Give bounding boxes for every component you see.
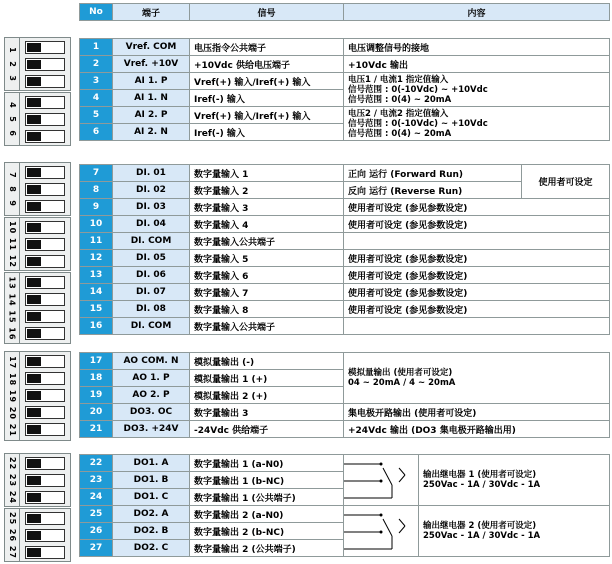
- row-signal: Iref(-) 输入: [190, 90, 344, 107]
- header-terminal: 端子: [113, 4, 190, 21]
- row-signal: 数字量输入公共端子: [190, 318, 344, 335]
- row-signal: 模拟量输出 1 (+): [190, 370, 344, 387]
- row-terminal: DO1. C: [113, 489, 190, 506]
- row-terminal: DO2. B: [113, 523, 190, 540]
- row-content: 使用者可设定 (参见参数设定): [344, 216, 610, 233]
- connector-block-13-16: 13 14 15 16: [4, 272, 71, 344]
- row-content: [344, 318, 610, 335]
- relay-2-diagram: [344, 506, 419, 557]
- connector-block-1-3: 1 2 3: [4, 37, 71, 91]
- ai2-line2: 信号范围 : 0(-10Vdc) ~ +10Vdc: [348, 118, 488, 129]
- table-row: [80, 353, 610, 370]
- row-terminal: AI 2. N: [113, 124, 190, 141]
- row-signal: 数字量输出 2 (公共端子): [190, 540, 344, 557]
- connector-block-25-27: 25 26 27: [4, 508, 71, 562]
- row-no: 11: [80, 233, 113, 250]
- row-terminal: DO1. B: [113, 472, 190, 489]
- row-terminal: DI. 02: [113, 182, 190, 199]
- row-terminal: AI 1. P: [113, 73, 190, 90]
- connector-block-7-9: 7 8 9: [4, 162, 71, 216]
- ai1-content: [344, 73, 610, 107]
- row-terminal: DO3. +24V: [113, 421, 190, 438]
- row-no: 18: [80, 370, 113, 387]
- row-signal: Vref(+) 输入/Iref(+) 输入: [190, 107, 344, 124]
- header-no: No: [80, 4, 113, 21]
- row-signal: 数字量输入公共端子: [190, 233, 344, 250]
- relay-2-content: [419, 506, 610, 557]
- row-signal: 模拟量输出 (-): [190, 353, 344, 370]
- table-row: [80, 506, 610, 523]
- row-content: 使用者可设定 (参见参数设定): [344, 267, 610, 284]
- ai1-line2: 信号范围 : 0(-10Vdc) ~ +10Vdc: [348, 84, 488, 95]
- header-content: 内容: [344, 4, 610, 21]
- connector-block-22-24: 22 23 24: [4, 453, 71, 507]
- row-terminal: DI. 03: [113, 199, 190, 216]
- table-row: [80, 107, 610, 124]
- row-terminal: DO2. C: [113, 540, 190, 557]
- row-no: 3: [80, 73, 113, 90]
- group-4-table: [79, 454, 610, 557]
- row-no: 19: [80, 387, 113, 404]
- ai2-line3: 信号范围 : 0(4) ~ 20mA: [348, 128, 452, 139]
- row-no: 4: [80, 90, 113, 107]
- row-signal: 数字量输入 7: [190, 284, 344, 301]
- header-table: [79, 3, 610, 21]
- row-no: 17: [80, 353, 113, 370]
- group-2-table: [79, 164, 610, 335]
- row-signal: Vref(+) 输入/Iref(+) 输入: [190, 73, 344, 90]
- header-signal: 信号: [190, 4, 344, 21]
- row-signal: 数字量输入 6: [190, 267, 344, 284]
- connector-block-10-12: 10 11 12: [4, 217, 71, 271]
- relay-1-content: [419, 455, 610, 506]
- table-row: [80, 199, 610, 216]
- row-terminal: DO2. A: [113, 506, 190, 523]
- relay2-line2: 250Vac - 1A / 30Vdc - 1A: [423, 531, 541, 541]
- ao-line2: 04 ~ 20mA / 4 ~ 20mA: [348, 378, 456, 388]
- row-terminal: DI. 01: [113, 165, 190, 182]
- row-content: 电压调整信号的接地: [344, 39, 610, 56]
- row-terminal: DO1. A: [113, 455, 190, 472]
- row-content: 使用者可设定 (参见参数设定): [344, 284, 610, 301]
- row-no: 22: [80, 455, 113, 472]
- table-row: [80, 165, 610, 182]
- ai1-line1: 电压1 / 电流1 指定值输入: [348, 74, 449, 85]
- row-terminal: DI. 07: [113, 284, 190, 301]
- table-row: [80, 250, 610, 267]
- relay2-line1: 输出继电器 2 (使用者可设定): [423, 521, 537, 531]
- row-signal: 数字量输入 8: [190, 301, 344, 318]
- connector-block-17-21: 17 18 19 20 21: [4, 351, 71, 441]
- ao-content: [344, 353, 610, 404]
- row-no: 25: [80, 506, 113, 523]
- row-signal: 数字量输出 1 (a-N0): [190, 455, 344, 472]
- row-signal: 数字量输入 3: [190, 199, 344, 216]
- table-row: [80, 421, 610, 438]
- connector-block-4-6: 4 5 6: [4, 92, 71, 146]
- row-terminal: DI. 08: [113, 301, 190, 318]
- row-terminal: Vref. +10V: [113, 56, 190, 73]
- relay-1-diagram: [344, 455, 419, 506]
- row-terminal: DI. COM: [113, 233, 190, 250]
- table-row: [80, 301, 610, 318]
- row-signal: -24Vdc 供给端子: [190, 421, 344, 438]
- row-signal: 数字量输出 2 (b-NC): [190, 523, 344, 540]
- row-signal: 电压指令公共端子: [190, 39, 344, 56]
- table-row: [80, 39, 610, 56]
- row-no: 26: [80, 523, 113, 540]
- row-terminal: AO COM. N: [113, 353, 190, 370]
- table-row: [80, 284, 610, 301]
- row-content: +24Vdc 输出 (DO3 集电极开路输出用): [344, 421, 610, 438]
- row-signal: 数字量输出 1 (b-NC): [190, 472, 344, 489]
- row-terminal: DO3. OC: [113, 404, 190, 421]
- table-row: [80, 73, 610, 90]
- row-no: 20: [80, 404, 113, 421]
- row-no: 12: [80, 250, 113, 267]
- row-no: 24: [80, 489, 113, 506]
- row-no: 5: [80, 107, 113, 124]
- row-no: 14: [80, 284, 113, 301]
- relay-switch-icon: [344, 455, 419, 506]
- row-content: 集电极开路输出 (使用者可设定): [344, 404, 610, 421]
- row-no: 16: [80, 318, 113, 335]
- row-no: 6: [80, 124, 113, 141]
- row-signal: 数字量输出 3: [190, 404, 344, 421]
- row-no: 2: [80, 56, 113, 73]
- row-no: 27: [80, 540, 113, 557]
- row-no: 13: [80, 267, 113, 284]
- row-no: 9: [80, 199, 113, 216]
- ai2-line1: 电压2 / 电流2 指定值输入: [348, 108, 449, 119]
- row-no: 8: [80, 182, 113, 199]
- row-signal: 模拟量输出 2 (+): [190, 387, 344, 404]
- row-terminal: DI. 06: [113, 267, 190, 284]
- row-no: 15: [80, 301, 113, 318]
- table-row: [80, 56, 610, 73]
- row-no: 1: [80, 39, 113, 56]
- row-terminal: DI. 04: [113, 216, 190, 233]
- side-note: 使用者可设定: [522, 165, 610, 199]
- relay1-line2: 250Vac - 1A / 30Vdc - 1A: [423, 480, 541, 490]
- row-signal: 数字量输出 2 (a-N0): [190, 506, 344, 523]
- row-content: [344, 233, 610, 250]
- row-terminal: DI. 05: [113, 250, 190, 267]
- row-terminal: DI. COM: [113, 318, 190, 335]
- ai1-line3: 信号范围 : 0(4) ~ 20mA: [348, 94, 452, 105]
- row-terminal: AI 2. P: [113, 107, 190, 124]
- row-signal: 数字量输入 1: [190, 165, 344, 182]
- row-content: 正向 运行 (Forward Run): [344, 165, 522, 182]
- row-terminal: AI 1. N: [113, 90, 190, 107]
- row-content: 使用者可设定 (参见参数设定): [344, 250, 610, 267]
- row-no: 10: [80, 216, 113, 233]
- ai2-content: [344, 107, 610, 141]
- row-content: 反向 运行 (Reverse Run): [344, 182, 522, 199]
- row-signal: +10Vdc 供给电压端子: [190, 56, 344, 73]
- table-row: [80, 318, 610, 335]
- relay-switch-icon: [344, 506, 419, 557]
- row-signal: 数字量输入 5: [190, 250, 344, 267]
- group-3-table: [79, 352, 610, 438]
- table-row: [80, 216, 610, 233]
- row-no: 21: [80, 421, 113, 438]
- row-terminal: Vref. COM: [113, 39, 190, 56]
- group-1-table: [79, 38, 610, 141]
- relay1-line1: 输出继电器 1 (使用者可设定): [423, 470, 537, 480]
- row-no: 7: [80, 165, 113, 182]
- ao-line1: 模拟量输出 (使用者可设定): [348, 368, 453, 378]
- row-signal: 数字量输入 4: [190, 216, 344, 233]
- table-row: [80, 404, 610, 421]
- table-row: [80, 267, 610, 284]
- row-signal: 数字量输出 1 (公共端子): [190, 489, 344, 506]
- table-row: [80, 455, 610, 472]
- row-content: 使用者可设定 (参见参数设定): [344, 301, 610, 318]
- row-content: 使用者可设定 (参见参数设定): [344, 199, 610, 216]
- row-no: 23: [80, 472, 113, 489]
- row-signal: 数字量输入 2: [190, 182, 344, 199]
- row-signal: Iref(-) 输入: [190, 124, 344, 141]
- row-terminal: AO 2. P: [113, 387, 190, 404]
- row-terminal: AO 1. P: [113, 370, 190, 387]
- row-content: +10Vdc 输出: [344, 56, 610, 73]
- table-row: [80, 233, 610, 250]
